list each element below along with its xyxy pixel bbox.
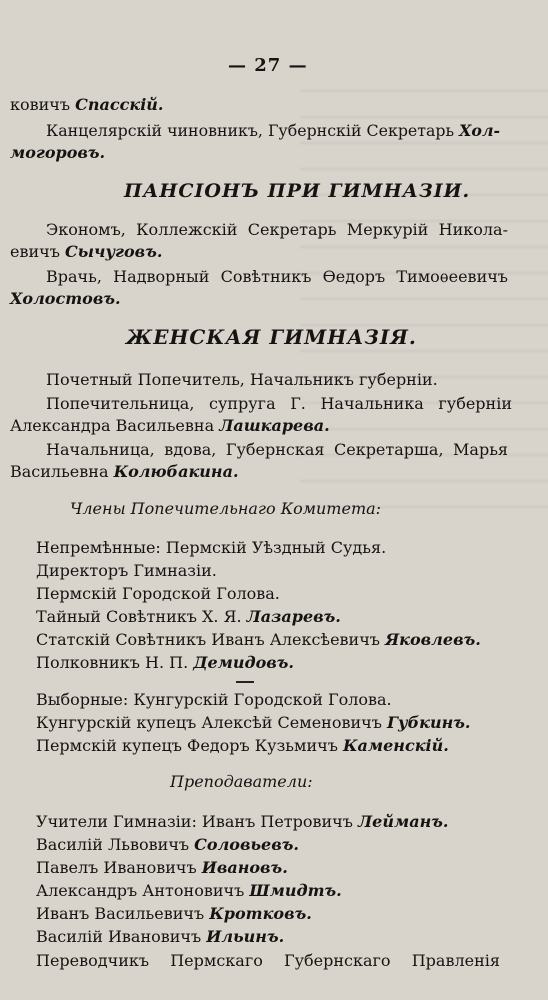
italic-name: Ильинъ. xyxy=(206,927,285,946)
italic-name: Лазаревъ. xyxy=(246,607,341,626)
italic-name: Кротковъ. xyxy=(209,904,312,923)
text-run: Павелъ Ивановичъ xyxy=(36,858,202,877)
text-line xyxy=(46,440,508,460)
text-line xyxy=(10,143,105,163)
text-run: Полковникъ Н. П. xyxy=(36,653,194,672)
text-run: Пермскій Городской Голова. xyxy=(36,584,280,603)
text-line xyxy=(36,653,294,673)
italic-name: могоровъ. xyxy=(10,143,106,162)
text-run: Члены Попечительнаго Комитета: xyxy=(70,499,382,518)
italic-name: Ивановъ. xyxy=(201,858,288,877)
subsection-heading xyxy=(70,499,381,519)
text-run: Василій Львовичъ xyxy=(36,835,195,854)
text-run: Преподаватели: xyxy=(170,772,313,791)
text-line xyxy=(46,267,508,287)
subsection-heading xyxy=(170,772,313,792)
text-run: Статскій Совѣтникъ Иванъ Алексѣевичъ xyxy=(36,630,386,649)
text-run: Васильевна xyxy=(10,462,114,481)
text-run: Попечительница, супруга Г. Начальника губерніи xyxy=(46,394,512,413)
text-run: Врачь, Надворный Совѣтникъ Ѳедоръ Тимоѳеевичъ xyxy=(46,267,508,286)
text-line xyxy=(36,607,341,627)
text-run: ЖЕНСКАЯ ГИМНАЗІЯ. xyxy=(126,325,417,349)
separator-dash xyxy=(236,681,254,683)
text-run: Иванъ Васильевичъ xyxy=(36,904,210,923)
text-run: Кунгурскій купецъ Алексѣй Семеновичъ xyxy=(36,713,387,732)
text-line xyxy=(46,121,500,141)
italic-name: Хол- xyxy=(459,121,501,140)
italic-name: Лашкарева. xyxy=(219,416,330,435)
text-line xyxy=(36,951,500,971)
text-line xyxy=(10,462,239,482)
text-line xyxy=(36,835,299,855)
text-run: Василій Ивановичъ xyxy=(36,927,207,946)
text-run: Начальница, вдова, Губернская Секретарша, Марья xyxy=(46,440,509,459)
text-run: Учители Гимназіи: Иванъ Петровичъ xyxy=(36,812,359,831)
italic-name: Демидовъ. xyxy=(193,653,294,672)
text-run: Директоръ Гимназіи. xyxy=(36,561,217,580)
text-line xyxy=(36,858,288,878)
text-line xyxy=(36,561,217,581)
italic-name: Лейманъ. xyxy=(358,812,449,831)
text-line xyxy=(46,394,512,414)
text-line xyxy=(46,220,508,240)
text-line xyxy=(10,416,330,436)
text-run: ПАНСІОНЪ ПРИ ГИМНАЗІИ. xyxy=(124,180,471,202)
text-line xyxy=(36,690,392,710)
text-run: Александра Васильевна xyxy=(10,416,220,435)
text-run: Выборные: Кунгурскій Городской Голова. xyxy=(36,690,392,709)
page-number: — 27 — xyxy=(228,55,308,76)
text-line xyxy=(36,584,280,604)
italic-name: Колюбакина. xyxy=(113,462,239,481)
text-line xyxy=(36,927,284,947)
text-run: Александръ Антоновичъ xyxy=(36,881,250,900)
text-line xyxy=(36,630,481,650)
section-heading xyxy=(124,181,470,201)
text-run: Тайный Совѣтникъ Х. Я. xyxy=(36,607,247,626)
text-run: евичъ xyxy=(10,242,65,261)
italic-name: Яковлевъ. xyxy=(385,630,481,649)
italic-name: Губкинъ. xyxy=(386,713,471,732)
text-line xyxy=(10,95,163,115)
text-line xyxy=(36,904,312,924)
text-run: Пермскій купецъ Федоръ Кузьмичъ xyxy=(36,736,343,755)
text-run: Переводчикъ Пермскаго Губернскаго Правленія xyxy=(36,951,500,970)
text-line xyxy=(10,242,162,262)
italic-name: Соловьевъ. xyxy=(194,835,299,854)
text-line xyxy=(36,812,448,832)
text-run: Почетный Попечитель, Начальникъ губерніи. xyxy=(46,370,438,389)
text-run: Канцелярскій чиновникъ, Губернскій Секретарь xyxy=(46,121,460,140)
text-line xyxy=(46,370,438,390)
text-line xyxy=(10,289,121,309)
section-heading xyxy=(126,327,417,347)
text-line xyxy=(36,736,449,756)
italic-name: Каменскій. xyxy=(342,736,449,755)
text-line xyxy=(36,538,386,558)
text-line xyxy=(36,881,342,901)
text-line xyxy=(36,713,470,733)
italic-name: Холостовъ. xyxy=(10,289,121,308)
text-run: ковичъ xyxy=(10,95,76,114)
italic-name: Шмидтъ. xyxy=(249,881,342,900)
italic-name: Спасскій. xyxy=(75,95,164,114)
italic-name: Сычуговъ. xyxy=(64,242,163,261)
text-run: Экономъ, Коллежскій Секретарь Меркурій Никола- xyxy=(46,220,508,239)
text-run: Непремѣнные: Пермскій Уѣздный Судья. xyxy=(36,538,387,557)
